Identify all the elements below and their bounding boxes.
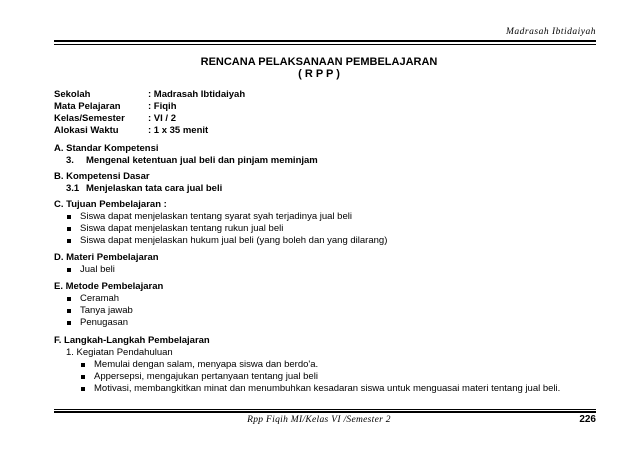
section-a: [54, 143, 318, 167]
list-item: [54, 359, 560, 371]
list-item-text: Ceramah: [80, 293, 120, 304]
list-item: [54, 293, 163, 305]
list-item-text: Siswa dapat menjelaskan tentang syarat syah terjadinya jual beli: [80, 211, 352, 222]
list-item-text: Memulai dengan salam, menyapa siswa dan berdo'a.: [94, 359, 319, 370]
list-item-text: Jual beli: [80, 264, 115, 275]
info-row-kelas: [54, 113, 245, 125]
info-label: Kelas/Semester: [54, 113, 125, 124]
square-bullet-icon: [67, 309, 71, 313]
list-item: [54, 211, 387, 223]
footer-rule-thick: [54, 411, 596, 413]
header-rule-thin: [54, 44, 596, 45]
page-number: 226: [579, 414, 596, 425]
list-item: [54, 317, 163, 329]
subitem-number: 3.1: [66, 183, 80, 194]
document-subtitle: ( R P P ): [298, 68, 340, 80]
section-heading: D. Materi Pembelajaran: [54, 252, 159, 263]
info-row-mapel: [54, 101, 245, 113]
identity-block: [54, 89, 245, 137]
square-bullet-icon: [67, 227, 71, 231]
square-bullet-icon: [67, 239, 71, 243]
square-bullet-icon: [81, 363, 85, 367]
section-f: [54, 335, 560, 395]
info-label: Mata Pelajaran: [54, 101, 121, 112]
list-item-text: Siswa dapat menjelaskan tentang rukun jual beli: [80, 223, 284, 234]
subitem-text: Mengenal ketentuan jual beli dan pinjam meminjam: [86, 155, 318, 166]
info-value: : Fiqih: [148, 101, 177, 112]
square-bullet-icon: [81, 387, 85, 391]
list-item: [54, 371, 560, 383]
section-b: [54, 171, 222, 195]
subitem-text: Menjelaskan tata cara jual beli: [86, 183, 223, 194]
info-label: Sekolah: [54, 89, 91, 100]
list-item: [54, 264, 159, 276]
square-bullet-icon: [67, 268, 71, 272]
list-item-text: Penugasan: [80, 317, 129, 328]
list-item-text: Tanya jawab: [80, 305, 133, 316]
list-item: [54, 223, 387, 235]
list-item-text: Appersepsi, mengajukan pertanyaan tentang jual beli: [94, 371, 318, 382]
list-item-text: Siswa dapat menjelaskan hukum jual beli (yang boleh dan yang dilarang): [80, 235, 388, 246]
section-c: [54, 199, 387, 247]
footer-rule-thin: [54, 409, 596, 410]
section-heading: A. Standar Kompetensi: [54, 143, 159, 154]
list-item: [54, 305, 163, 317]
list-item-text: Motivasi, membangkitkan minat dan menumbuhkan kesadaran siswa untuk menguasai materi tentang jual beli.: [94, 383, 561, 394]
info-row-sekolah: [54, 89, 245, 101]
list-item: [54, 383, 560, 395]
section-d: [54, 252, 159, 276]
section-heading: B. Kompetensi Dasar: [54, 171, 150, 182]
square-bullet-icon: [67, 321, 71, 325]
page-header: Madrasah Ibtidaiyah: [506, 27, 596, 37]
info-value: : 1 x 35 menit: [148, 125, 209, 136]
info-label: Alokasi Waktu: [54, 125, 119, 136]
section-heading: F. Langkah-Langkah Pembelajaran: [54, 335, 210, 346]
section-heading: E. Metode Pembelajaran: [54, 281, 164, 292]
page-footer: Rpp Fiqih MI/Kelas VI /Semester 2: [247, 415, 391, 425]
list-item: [54, 235, 387, 247]
section-subheading: 1. Kegiatan Pendahuluan: [66, 347, 173, 358]
subitem-number: 3.: [66, 155, 74, 166]
square-bullet-icon: [67, 297, 71, 301]
section-subitem: [54, 155, 318, 167]
info-value: : VI / 2: [148, 113, 176, 124]
header-rule-thick: [54, 40, 596, 42]
info-value: : Madrasah Ibtidaiyah: [148, 89, 246, 100]
info-row-alokasi: [54, 125, 245, 137]
square-bullet-icon: [67, 215, 71, 219]
section-subitem: [54, 183, 222, 195]
square-bullet-icon: [81, 375, 85, 379]
document-title: RENCANA PELAKSANAAN PEMBELAJARAN: [200, 56, 438, 68]
section-e: [54, 281, 163, 329]
section-heading: C. Tujuan Pembelajaran :: [54, 199, 167, 210]
